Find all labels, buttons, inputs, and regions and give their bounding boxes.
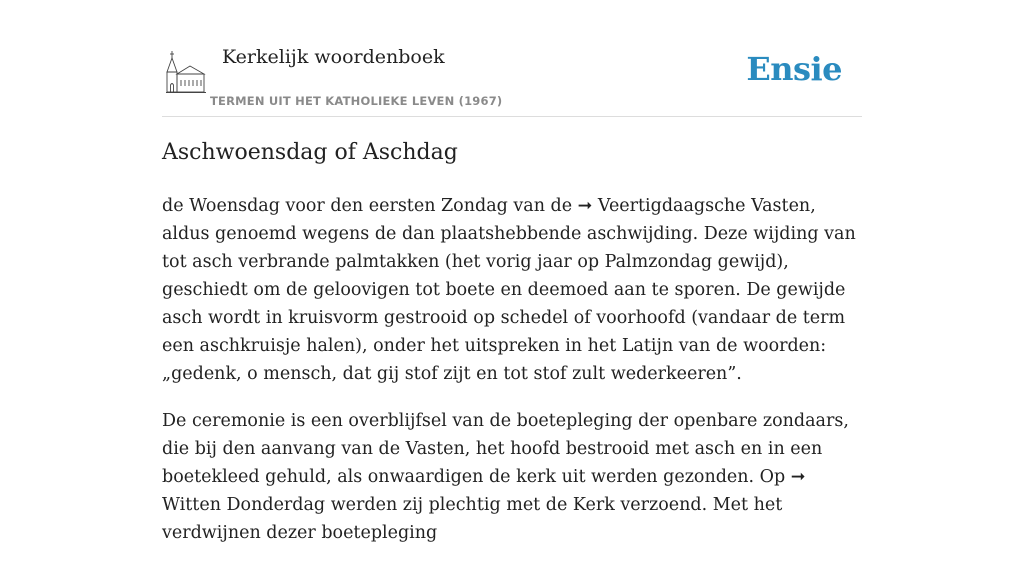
site-title[interactable]: Kerkelijk woordenboek	[222, 46, 445, 68]
paragraph-text: , aldus genoemd wegens de dan plaatshebbende aschwijding. Deze wijding van tot asch verbrande palmtakken (het vorig jaar op Palmzondag gewijd), geschiedt om de geloovigen tot boete en deemoed aan te sporen. De gewijde asch wordt in kruisvorm gestrooid op schedel of voorhoofd (vandaar de term een aschkruisje halen), onder het uitspreken in het Latijn van de woorden: „gedenk, o mensch, dat gij stof zijt en tot stof zult wederkeeren”.	[162, 196, 856, 384]
church-icon	[166, 50, 206, 94]
ensie-logo-link[interactable]: Ensie	[746, 50, 842, 88]
paragraph-text: de Woensdag voor den eersten Zondag van de	[162, 196, 578, 216]
article-title: Aschwoensdag of Aschdag	[162, 140, 458, 165]
arrow-right-icon: ➞	[790, 467, 806, 487]
link-label: Veertigdaagsche Vasten	[592, 196, 811, 216]
article-paragraph	[162, 407, 862, 547]
link-label: Witten Donderdag	[162, 495, 326, 515]
site-subtitle: TERMEN UIT HET KATHOLIEKE LEVEN (1967)	[210, 94, 503, 108]
paragraph-text: werden zij plechtig met de Kerk verzoend. Met het verdwijnen dezer boetepleging	[162, 495, 783, 543]
article-paragraph	[162, 192, 862, 388]
link-veertigdaagsche-vasten[interactable]	[578, 196, 811, 216]
arrow-right-icon: ➞	[577, 196, 593, 216]
site-header	[162, 0, 862, 117]
article-body	[162, 192, 862, 566]
paragraph-text: De ceremonie is een overblijfsel van de boetepleging der openbare zondaars, die bij den aanvang van de Vasten, het hoofd bestrooid met asch en in een boetekleed gehuld, als onwaardigen de kerk uit werden gezonden. Op	[162, 411, 849, 487]
